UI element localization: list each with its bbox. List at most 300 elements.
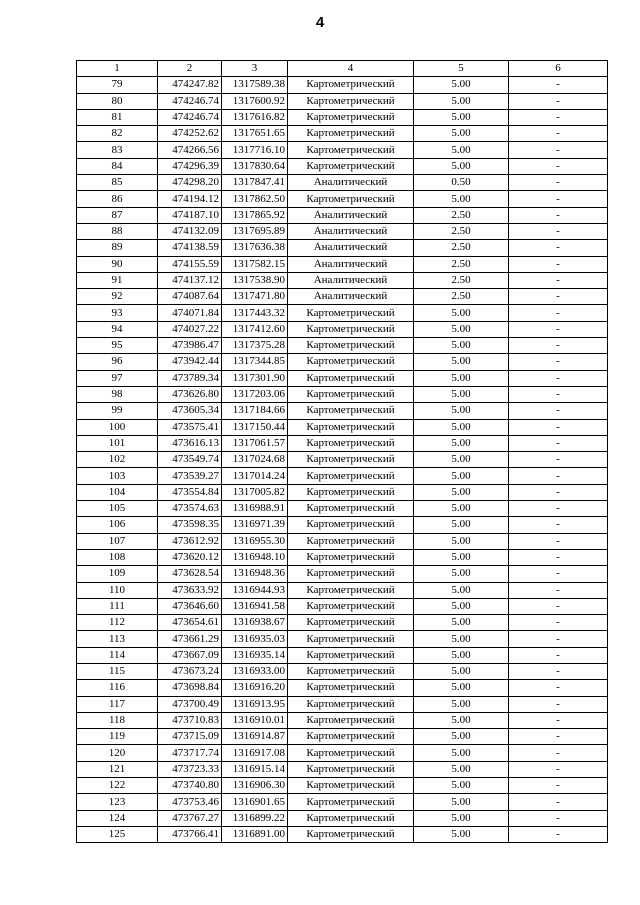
method-cell: Картометрический xyxy=(288,533,414,549)
y-coordinate-cell: 1316917.08 xyxy=(222,745,288,761)
note-cell: - xyxy=(509,289,608,305)
table-row xyxy=(77,321,608,337)
x-coordinate-cell: 473616.13 xyxy=(158,435,222,451)
method-cell: Аналитический xyxy=(288,175,414,191)
method-cell: Аналитический xyxy=(288,223,414,239)
point-number-cell: 105 xyxy=(77,501,158,517)
note-cell: - xyxy=(509,826,608,842)
note-cell: - xyxy=(509,386,608,402)
accuracy-cell: 5.00 xyxy=(414,403,509,419)
note-cell: - xyxy=(509,729,608,745)
accuracy-cell: 0.50 xyxy=(414,175,509,191)
method-cell: Картометрический xyxy=(288,729,414,745)
table-row xyxy=(77,533,608,549)
x-coordinate-cell: 474246.74 xyxy=(158,93,222,109)
x-coordinate-cell: 473646.60 xyxy=(158,598,222,614)
y-coordinate-cell: 1317344.85 xyxy=(222,354,288,370)
point-number-cell: 94 xyxy=(77,321,158,337)
accuracy-cell: 5.00 xyxy=(414,598,509,614)
x-coordinate-cell: 473626.80 xyxy=(158,386,222,402)
table-row xyxy=(77,484,608,500)
note-cell: - xyxy=(509,794,608,810)
point-number-cell: 99 xyxy=(77,403,158,419)
accuracy-cell: 5.00 xyxy=(414,696,509,712)
point-number-cell: 92 xyxy=(77,289,158,305)
note-cell: - xyxy=(509,321,608,337)
y-coordinate-cell: 1316948.10 xyxy=(222,549,288,565)
point-number-cell: 91 xyxy=(77,272,158,288)
column-header: 5 xyxy=(414,61,509,77)
x-coordinate-cell: 473667.09 xyxy=(158,647,222,663)
table-row xyxy=(77,77,608,93)
note-cell: - xyxy=(509,761,608,777)
method-cell: Аналитический xyxy=(288,256,414,272)
table-header-row xyxy=(77,61,608,77)
accuracy-cell: 5.00 xyxy=(414,712,509,728)
note-cell: - xyxy=(509,305,608,321)
method-cell: Картометрический xyxy=(288,77,414,93)
x-coordinate-cell: 474087.64 xyxy=(158,289,222,305)
x-coordinate-cell: 474266.56 xyxy=(158,142,222,158)
coordinates-table xyxy=(76,60,608,843)
table-row xyxy=(77,403,608,419)
table-row xyxy=(77,289,608,305)
accuracy-cell: 5.00 xyxy=(414,305,509,321)
x-coordinate-cell: 474194.12 xyxy=(158,191,222,207)
x-coordinate-cell: 473789.34 xyxy=(158,370,222,386)
x-coordinate-cell: 473575.41 xyxy=(158,419,222,435)
note-cell: - xyxy=(509,142,608,158)
point-number-cell: 79 xyxy=(77,77,158,93)
table-row xyxy=(77,354,608,370)
column-header: 2 xyxy=(158,61,222,77)
table-row xyxy=(77,761,608,777)
table-row xyxy=(77,501,608,517)
column-header: 3 xyxy=(222,61,288,77)
point-number-cell: 112 xyxy=(77,615,158,631)
table-row xyxy=(77,598,608,614)
note-cell: - xyxy=(509,452,608,468)
point-number-cell: 84 xyxy=(77,158,158,174)
note-cell: - xyxy=(509,240,608,256)
accuracy-cell: 5.00 xyxy=(414,321,509,337)
point-number-cell: 101 xyxy=(77,435,158,451)
x-coordinate-cell: 474247.82 xyxy=(158,77,222,93)
y-coordinate-cell: 1317847.41 xyxy=(222,175,288,191)
method-cell: Картометрический xyxy=(288,386,414,402)
note-cell: - xyxy=(509,77,608,93)
method-cell: Картометрический xyxy=(288,615,414,631)
note-cell: - xyxy=(509,598,608,614)
method-cell: Картометрический xyxy=(288,647,414,663)
y-coordinate-cell: 1316899.22 xyxy=(222,810,288,826)
x-coordinate-cell: 473986.47 xyxy=(158,338,222,354)
column-header: 6 xyxy=(509,61,608,77)
note-cell: - xyxy=(509,223,608,239)
y-coordinate-cell: 1317865.92 xyxy=(222,207,288,223)
page-number: 4 xyxy=(315,14,325,31)
point-number-cell: 123 xyxy=(77,794,158,810)
column-header: 4 xyxy=(288,61,414,77)
y-coordinate-cell: 1317443.32 xyxy=(222,305,288,321)
x-coordinate-cell: 473740.80 xyxy=(158,778,222,794)
x-coordinate-cell: 473673.24 xyxy=(158,663,222,679)
method-cell: Аналитический xyxy=(288,272,414,288)
accuracy-cell: 5.00 xyxy=(414,745,509,761)
x-coordinate-cell: 473661.29 xyxy=(158,631,222,647)
note-cell: - xyxy=(509,338,608,354)
method-cell: Картометрический xyxy=(288,338,414,354)
x-coordinate-cell: 474138.59 xyxy=(158,240,222,256)
accuracy-cell: 5.00 xyxy=(414,468,509,484)
table-row xyxy=(77,256,608,272)
x-coordinate-cell: 473723.33 xyxy=(158,761,222,777)
x-coordinate-cell: 473710.83 xyxy=(158,712,222,728)
accuracy-cell: 5.00 xyxy=(414,794,509,810)
method-cell: Картометрический xyxy=(288,778,414,794)
y-coordinate-cell: 1317412.60 xyxy=(222,321,288,337)
accuracy-cell: 5.00 xyxy=(414,419,509,435)
accuracy-cell: 5.00 xyxy=(414,386,509,402)
accuracy-cell: 2.50 xyxy=(414,289,509,305)
y-coordinate-cell: 1316913.95 xyxy=(222,696,288,712)
point-number-cell: 96 xyxy=(77,354,158,370)
table-row xyxy=(77,582,608,598)
y-coordinate-cell: 1317538.90 xyxy=(222,272,288,288)
point-number-cell: 82 xyxy=(77,126,158,142)
y-coordinate-cell: 1317589.38 xyxy=(222,77,288,93)
method-cell: Картометрический xyxy=(288,484,414,500)
x-coordinate-cell: 473633.92 xyxy=(158,582,222,598)
y-coordinate-cell: 1316955.30 xyxy=(222,533,288,549)
note-cell: - xyxy=(509,647,608,663)
note-cell: - xyxy=(509,419,608,435)
point-number-cell: 118 xyxy=(77,712,158,728)
y-coordinate-cell: 1316910.01 xyxy=(222,712,288,728)
accuracy-cell: 5.00 xyxy=(414,142,509,158)
x-coordinate-cell: 473628.54 xyxy=(158,566,222,582)
point-number-cell: 98 xyxy=(77,386,158,402)
y-coordinate-cell: 1316935.03 xyxy=(222,631,288,647)
method-cell: Картометрический xyxy=(288,794,414,810)
point-number-cell: 111 xyxy=(77,598,158,614)
x-coordinate-cell: 474296.39 xyxy=(158,158,222,174)
table-row xyxy=(77,126,608,142)
y-coordinate-cell: 1317695.89 xyxy=(222,223,288,239)
point-number-cell: 95 xyxy=(77,338,158,354)
note-cell: - xyxy=(509,517,608,533)
method-cell: Картометрический xyxy=(288,582,414,598)
method-cell: Картометрический xyxy=(288,126,414,142)
method-cell: Картометрический xyxy=(288,810,414,826)
point-number-cell: 106 xyxy=(77,517,158,533)
y-coordinate-cell: 1317616.82 xyxy=(222,109,288,125)
note-cell: - xyxy=(509,549,608,565)
method-cell: Картометрический xyxy=(288,419,414,435)
table-row xyxy=(77,207,608,223)
note-cell: - xyxy=(509,810,608,826)
note-cell: - xyxy=(509,126,608,142)
method-cell: Картометрический xyxy=(288,435,414,451)
method-cell: Картометрический xyxy=(288,321,414,337)
method-cell: Картометрический xyxy=(288,631,414,647)
y-coordinate-cell: 1316891.00 xyxy=(222,826,288,842)
point-number-cell: 108 xyxy=(77,549,158,565)
x-coordinate-cell: 474155.59 xyxy=(158,256,222,272)
table-row xyxy=(77,745,608,761)
note-cell: - xyxy=(509,468,608,484)
accuracy-cell: 2.50 xyxy=(414,223,509,239)
x-coordinate-cell: 473942.44 xyxy=(158,354,222,370)
note-cell: - xyxy=(509,696,608,712)
x-coordinate-cell: 473549.74 xyxy=(158,452,222,468)
y-coordinate-cell: 1317651.65 xyxy=(222,126,288,142)
x-coordinate-cell: 473753.46 xyxy=(158,794,222,810)
method-cell: Картометрический xyxy=(288,549,414,565)
method-cell: Картометрический xyxy=(288,501,414,517)
x-coordinate-cell: 473767.27 xyxy=(158,810,222,826)
x-coordinate-cell: 474252.62 xyxy=(158,126,222,142)
table-row xyxy=(77,223,608,239)
table-row xyxy=(77,386,608,402)
note-cell: - xyxy=(509,272,608,288)
y-coordinate-cell: 1317862.50 xyxy=(222,191,288,207)
accuracy-cell: 5.00 xyxy=(414,615,509,631)
x-coordinate-cell: 473620.12 xyxy=(158,549,222,565)
point-number-cell: 97 xyxy=(77,370,158,386)
point-number-cell: 81 xyxy=(77,109,158,125)
y-coordinate-cell: 1317582.15 xyxy=(222,256,288,272)
y-coordinate-cell: 1317150.44 xyxy=(222,419,288,435)
note-cell: - xyxy=(509,745,608,761)
accuracy-cell: 5.00 xyxy=(414,338,509,354)
method-cell: Картометрический xyxy=(288,403,414,419)
note-cell: - xyxy=(509,175,608,191)
y-coordinate-cell: 1316971.39 xyxy=(222,517,288,533)
y-coordinate-cell: 1316941.58 xyxy=(222,598,288,614)
note-cell: - xyxy=(509,582,608,598)
point-number-cell: 83 xyxy=(77,142,158,158)
accuracy-cell: 5.00 xyxy=(414,566,509,582)
point-number-cell: 115 xyxy=(77,663,158,679)
y-coordinate-cell: 1317830.64 xyxy=(222,158,288,174)
accuracy-cell: 5.00 xyxy=(414,191,509,207)
accuracy-cell: 5.00 xyxy=(414,158,509,174)
note-cell: - xyxy=(509,631,608,647)
table-row xyxy=(77,158,608,174)
note-cell: - xyxy=(509,191,608,207)
note-cell: - xyxy=(509,533,608,549)
x-coordinate-cell: 473574.63 xyxy=(158,501,222,517)
point-number-cell: 85 xyxy=(77,175,158,191)
point-number-cell: 93 xyxy=(77,305,158,321)
x-coordinate-cell: 473715.09 xyxy=(158,729,222,745)
point-number-cell: 122 xyxy=(77,778,158,794)
note-cell: - xyxy=(509,778,608,794)
table-row xyxy=(77,142,608,158)
y-coordinate-cell: 1317716.10 xyxy=(222,142,288,158)
method-cell: Картометрический xyxy=(288,468,414,484)
note-cell: - xyxy=(509,370,608,386)
point-number-cell: 89 xyxy=(77,240,158,256)
accuracy-cell: 5.00 xyxy=(414,549,509,565)
x-coordinate-cell: 474071.84 xyxy=(158,305,222,321)
accuracy-cell: 5.00 xyxy=(414,77,509,93)
note-cell: - xyxy=(509,501,608,517)
table-row xyxy=(77,729,608,745)
table-row xyxy=(77,305,608,321)
method-cell: Картометрический xyxy=(288,517,414,533)
table-row xyxy=(77,175,608,191)
table-row xyxy=(77,566,608,582)
method-cell: Картометрический xyxy=(288,712,414,728)
x-coordinate-cell: 473605.34 xyxy=(158,403,222,419)
accuracy-cell: 5.00 xyxy=(414,647,509,663)
accuracy-cell: 5.00 xyxy=(414,93,509,109)
y-coordinate-cell: 1316916.20 xyxy=(222,680,288,696)
accuracy-cell: 5.00 xyxy=(414,484,509,500)
table-row xyxy=(77,615,608,631)
note-cell: - xyxy=(509,403,608,419)
y-coordinate-cell: 1316935.14 xyxy=(222,647,288,663)
table-row xyxy=(77,826,608,842)
table-row xyxy=(77,810,608,826)
y-coordinate-cell: 1317014.24 xyxy=(222,468,288,484)
accuracy-cell: 5.00 xyxy=(414,435,509,451)
point-number-cell: 104 xyxy=(77,484,158,500)
method-cell: Картометрический xyxy=(288,191,414,207)
accuracy-cell: 5.00 xyxy=(414,729,509,745)
note-cell: - xyxy=(509,663,608,679)
accuracy-cell: 5.00 xyxy=(414,109,509,125)
accuracy-cell: 5.00 xyxy=(414,517,509,533)
y-coordinate-cell: 1317600.92 xyxy=(222,93,288,109)
y-coordinate-cell: 1317184.66 xyxy=(222,403,288,419)
x-coordinate-cell: 473539.27 xyxy=(158,468,222,484)
accuracy-cell: 5.00 xyxy=(414,680,509,696)
note-cell: - xyxy=(509,256,608,272)
table-row xyxy=(77,338,608,354)
table-body xyxy=(77,77,608,843)
x-coordinate-cell: 473766.41 xyxy=(158,826,222,842)
note-cell: - xyxy=(509,680,608,696)
table-row xyxy=(77,370,608,386)
accuracy-cell: 5.00 xyxy=(414,810,509,826)
method-cell: Картометрический xyxy=(288,93,414,109)
y-coordinate-cell: 1317301.90 xyxy=(222,370,288,386)
point-number-cell: 113 xyxy=(77,631,158,647)
table-row xyxy=(77,549,608,565)
table-row xyxy=(77,778,608,794)
y-coordinate-cell: 1316944.93 xyxy=(222,582,288,598)
y-coordinate-cell: 1317636.38 xyxy=(222,240,288,256)
point-number-cell: 103 xyxy=(77,468,158,484)
accuracy-cell: 5.00 xyxy=(414,663,509,679)
accuracy-cell: 5.00 xyxy=(414,582,509,598)
point-number-cell: 102 xyxy=(77,452,158,468)
point-number-cell: 90 xyxy=(77,256,158,272)
table-row xyxy=(77,680,608,696)
y-coordinate-cell: 1317005.82 xyxy=(222,484,288,500)
x-coordinate-cell: 474187.10 xyxy=(158,207,222,223)
point-number-cell: 109 xyxy=(77,566,158,582)
point-number-cell: 125 xyxy=(77,826,158,842)
y-coordinate-cell: 1316988.91 xyxy=(222,501,288,517)
method-cell: Картометрический xyxy=(288,745,414,761)
table-row xyxy=(77,631,608,647)
accuracy-cell: 2.50 xyxy=(414,240,509,256)
method-cell: Картометрический xyxy=(288,663,414,679)
method-cell: Аналитический xyxy=(288,207,414,223)
accuracy-cell: 2.50 xyxy=(414,207,509,223)
y-coordinate-cell: 1317061.57 xyxy=(222,435,288,451)
x-coordinate-cell: 474137.12 xyxy=(158,272,222,288)
x-coordinate-cell: 474298.20 xyxy=(158,175,222,191)
x-coordinate-cell: 473554.84 xyxy=(158,484,222,500)
method-cell: Картометрический xyxy=(288,826,414,842)
note-cell: - xyxy=(509,93,608,109)
table-row xyxy=(77,663,608,679)
y-coordinate-cell: 1316906.30 xyxy=(222,778,288,794)
table-row xyxy=(77,419,608,435)
table-row xyxy=(77,794,608,810)
method-cell: Картометрический xyxy=(288,696,414,712)
method-cell: Картометрический xyxy=(288,305,414,321)
accuracy-cell: 5.00 xyxy=(414,452,509,468)
table-row xyxy=(77,109,608,125)
x-coordinate-cell: 474246.74 xyxy=(158,109,222,125)
method-cell: Картометрический xyxy=(288,761,414,777)
x-coordinate-cell: 473700.49 xyxy=(158,696,222,712)
x-coordinate-cell: 474132.09 xyxy=(158,223,222,239)
accuracy-cell: 5.00 xyxy=(414,501,509,517)
accuracy-cell: 5.00 xyxy=(414,126,509,142)
point-number-cell: 124 xyxy=(77,810,158,826)
table-row xyxy=(77,191,608,207)
y-coordinate-cell: 1316948.36 xyxy=(222,566,288,582)
table-row xyxy=(77,712,608,728)
accuracy-cell: 5.00 xyxy=(414,826,509,842)
method-cell: Картометрический xyxy=(288,680,414,696)
point-number-cell: 110 xyxy=(77,582,158,598)
table-row xyxy=(77,696,608,712)
accuracy-cell: 5.00 xyxy=(414,370,509,386)
method-cell: Аналитический xyxy=(288,240,414,256)
method-cell: Картометрический xyxy=(288,370,414,386)
y-coordinate-cell: 1317203.06 xyxy=(222,386,288,402)
accuracy-cell: 5.00 xyxy=(414,533,509,549)
accuracy-cell: 2.50 xyxy=(414,256,509,272)
accuracy-cell: 5.00 xyxy=(414,354,509,370)
accuracy-cell: 5.00 xyxy=(414,761,509,777)
accuracy-cell: 5.00 xyxy=(414,631,509,647)
y-coordinate-cell: 1316915.14 xyxy=(222,761,288,777)
note-cell: - xyxy=(509,435,608,451)
method-cell: Картометрический xyxy=(288,452,414,468)
y-coordinate-cell: 1316938.67 xyxy=(222,615,288,631)
point-number-cell: 121 xyxy=(77,761,158,777)
table-row xyxy=(77,272,608,288)
table-row xyxy=(77,93,608,109)
point-number-cell: 120 xyxy=(77,745,158,761)
point-number-cell: 80 xyxy=(77,93,158,109)
note-cell: - xyxy=(509,615,608,631)
method-cell: Картометрический xyxy=(288,109,414,125)
x-coordinate-cell: 473654.61 xyxy=(158,615,222,631)
note-cell: - xyxy=(509,354,608,370)
y-coordinate-cell: 1317024.68 xyxy=(222,452,288,468)
y-coordinate-cell: 1316914.87 xyxy=(222,729,288,745)
